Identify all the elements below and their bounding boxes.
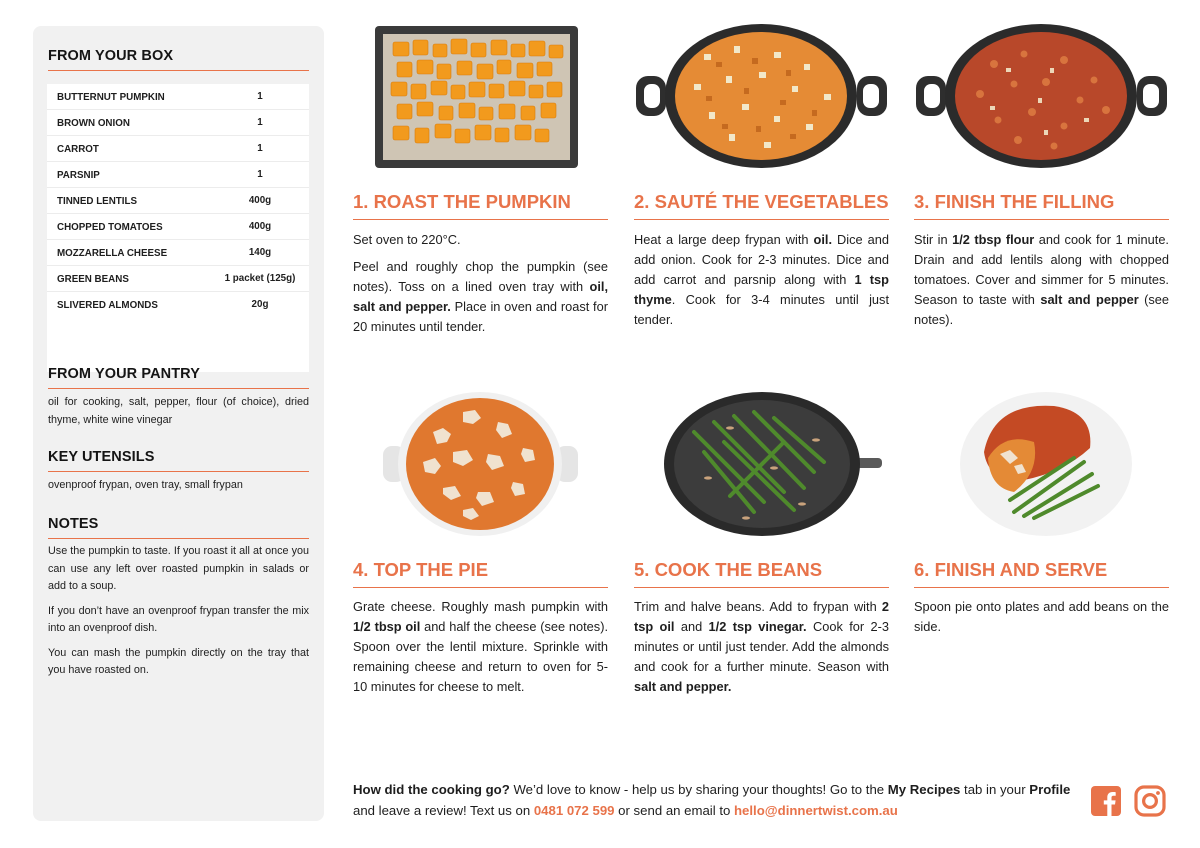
ingredient-name: BROWN ONION: [57, 118, 130, 129]
contact-link[interactable]: 0481 072 599: [533, 803, 615, 818]
step-3-title: 3. FINISH THE FILLING: [914, 191, 1169, 220]
plated-pie-and-beans-image: [914, 392, 1169, 537]
ingredient-qty: 20g: [251, 299, 269, 310]
bold-text: How did the cooking go?: [353, 782, 510, 797]
step-1-paragraph-2: Peel and roughly chop the pumpkin (see notes). Toss on a lined oven tray with oil, salt and pepper. Place in oven and roast for 20 minutes until tender.: [353, 259, 608, 334]
table-row: [47, 292, 309, 318]
bold-text: salt and pepper: [1040, 292, 1139, 307]
ingredient-name: CARROT: [57, 144, 99, 155]
note-item: If you don’t have an ovenproof frypan transfer the mix into an ovenproof dish.: [48, 604, 309, 634]
facebook-icon[interactable]: [1090, 785, 1122, 817]
bold-text: 1/2 tbsp flour: [952, 232, 1035, 247]
note-item: Use the pumpkin to taste. If you roast it all at once you can use any left over roasted pumpkin in salads or add to a soup.: [48, 545, 309, 592]
step-5-title: 5. COOK THE BEANS: [634, 559, 889, 588]
table-row: [47, 162, 309, 188]
topped-pie-pan-image: [353, 392, 608, 537]
from-your-box-title: FROM YOUR BOX: [48, 48, 309, 71]
note-item: You can mash the pumpkin directly on the tray that you have roasted on.: [48, 646, 309, 676]
table-row: [47, 214, 309, 240]
ingredient-qty: 400g: [248, 195, 272, 206]
ingredient-qty: 1: [257, 143, 263, 154]
contact-link[interactable]: hello@dinnertwist.com.au: [734, 803, 898, 818]
ingredient-name: SLIVERED ALMONDS: [57, 300, 158, 311]
sidebar: [33, 26, 324, 821]
ingredient-name: MOZZARELLA CHEESE: [57, 248, 168, 259]
ingredients-table: [47, 84, 309, 372]
bold-text: 1/2 tsp vinegar.: [708, 619, 807, 634]
ingredient-qty: 400g: [248, 221, 272, 232]
bold-text: Profile: [1029, 782, 1071, 797]
bold-text: 1 tsp thyme: [634, 272, 889, 307]
step-3-paragraph-1: Stir in 1/2 tbsp flour and cook for 1 minute. Drain and add lentils along with chopped tomatoes. Cover and simmer for 5 minutes. Season to taste with salt and pepper (see notes).: [914, 232, 1170, 327]
step-5-body: [634, 597, 889, 704]
table-row: [47, 188, 309, 214]
bold-text: 2 tsp oil: [634, 599, 889, 634]
step-1-body: [353, 230, 608, 344]
table-row: [47, 84, 309, 110]
step-2-paragraph-1: Heat a large deep frypan with oil. Dice and add onion. Cook for 2-3 minutes. Dice and add carrot and parsnip along with 1 tsp thyme. Cook for 3-4 minutes until just tender.: [634, 232, 890, 327]
green-beans-frypan-image: [634, 392, 889, 537]
step-4-paragraph-1: Grate cheese. Roughly mash pumpkin with 1/2 tbsp oil and half the cheese (see notes). Spoon over the lentil mixture. Sprinkle with remaining cheese and return to oven for 5-10 minutes for cheese to melt.: [353, 599, 609, 694]
ingredient-name: GREEN BEANS: [57, 274, 129, 285]
step-6-body: [914, 597, 1169, 644]
step-2-body: [634, 230, 889, 337]
feedback-footer: How did the cooking go? We’d love to know - help us by sharing your thoughts! Go to the My Recipes tab in your Profile and leave a review! Text us on 0481 072 599 or send an email to hello@dinnertwist.com.au: [353, 782, 1071, 818]
step-1-title: 1. ROAST THE PUMPKIN: [353, 191, 608, 220]
lentil-filling-pan-image: [914, 24, 1169, 169]
sauteed-vegetables-pan-image: [634, 24, 889, 169]
step-6-title: 6. FINISH AND SERVE: [914, 559, 1169, 588]
ingredient-qty: 1 packet (125g): [224, 273, 296, 284]
ingredient-qty: 1: [257, 117, 263, 128]
step-4-title: 4. TOP THE PIE: [353, 559, 608, 588]
pantry-text: oil for cooking, salt, pepper, flour (of choice), dried thyme, white wine vinegar: [48, 396, 309, 426]
ingredient-name: BUTTERNUT PUMPKIN: [57, 92, 165, 103]
key-utensils-title: KEY UTENSILS: [48, 449, 309, 472]
table-row: [47, 136, 309, 162]
ingredient-qty: 1: [257, 91, 263, 102]
utensils-text: ovenproof frypan, oven tray, small frypan: [48, 479, 243, 491]
step-2-title: 2. SAUTÉ THE VEGETABLES: [634, 191, 889, 220]
table-row: [47, 240, 309, 266]
step-1-paragraph-1: Set oven to 220°C.: [353, 232, 461, 247]
table-row: [47, 110, 309, 136]
from-your-pantry-title: FROM YOUR PANTRY: [48, 366, 309, 389]
ingredient-name: CHOPPED TOMATOES: [57, 222, 163, 233]
ingredient-name: TINNED LENTILS: [57, 196, 138, 207]
bold-text: oil.: [813, 232, 833, 247]
instagram-icon[interactable]: [1134, 785, 1166, 817]
ingredient-qty: 1: [257, 169, 263, 180]
bold-text: 1/2 tbsp oil: [353, 619, 421, 634]
step-4-body: [353, 597, 608, 704]
bold-text: My Recipes: [887, 782, 961, 797]
step-6-paragraph-1: Spoon pie onto plates and add beans on the side.: [914, 599, 1169, 634]
bold-text: salt and pepper.: [634, 679, 732, 694]
table-row: [47, 266, 309, 292]
notes-title: NOTES: [48, 516, 309, 539]
roasted-pumpkin-tray-image: [353, 24, 608, 169]
bold-text: oil, salt and pepper.: [353, 279, 608, 314]
step-3-body: [914, 230, 1169, 337]
notes-list: [48, 543, 309, 687]
ingredient-name: PARSNIP: [57, 170, 100, 181]
ingredient-qty: 140g: [248, 247, 272, 258]
step-5-paragraph-1: Trim and halve beans. Add to frypan with 2 tsp oil and 1/2 tsp vinegar. Cook for 2-3 minutes or until just tender. Add the almonds and cook for a further minute. Season with salt and pepper.: [634, 599, 889, 694]
